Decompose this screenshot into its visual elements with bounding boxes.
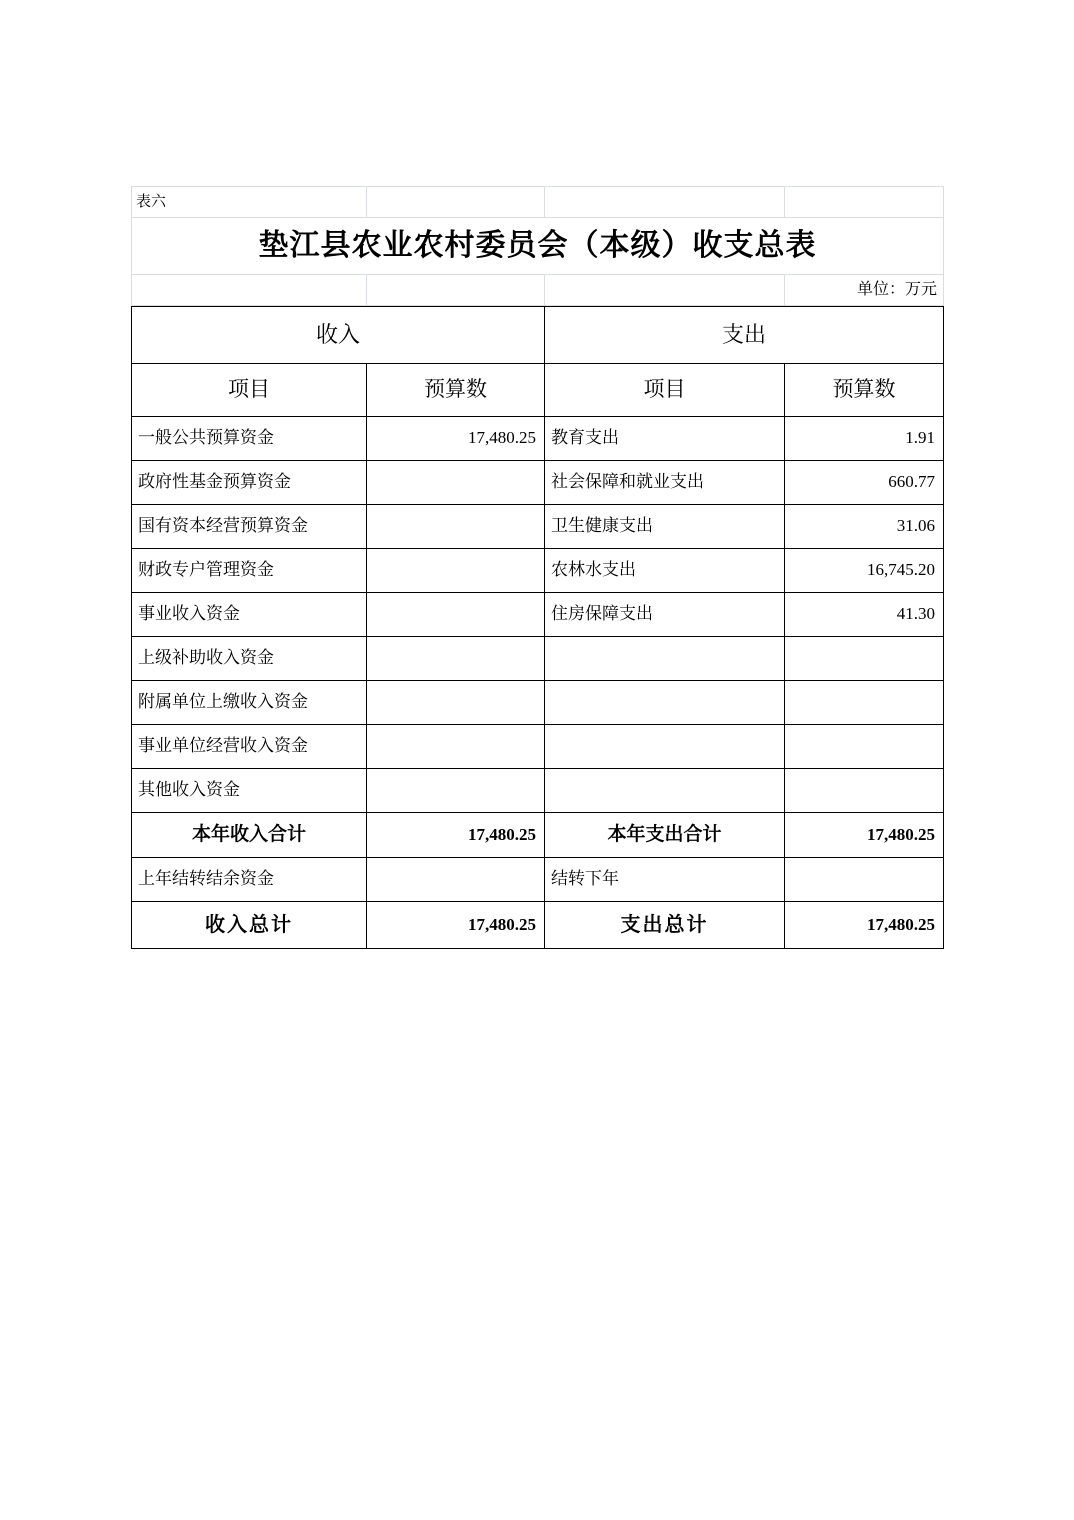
income-item-value: 17,480.25 <box>367 417 545 461</box>
table-row <box>132 681 944 725</box>
grand-total-expenditure-label: 支出总计 <box>545 902 785 949</box>
grand-total-income-label: 收入总计 <box>132 902 367 949</box>
expenditure-item-value: 1.91 <box>785 417 944 461</box>
unit-row-spacer-3 <box>545 275 785 306</box>
grand-total-income-value: 17,480.25 <box>367 902 545 949</box>
carryover-income-label: 上年结转结余资金 <box>132 858 367 902</box>
income-item-label: 国有资本经营预算资金 <box>132 505 367 549</box>
expenditure-item-label <box>545 725 785 769</box>
carryover-expenditure-label: 结转下年 <box>545 858 785 902</box>
expenditure-item-value <box>785 725 944 769</box>
unit-row-spacer-1 <box>132 275 367 306</box>
table-tag: 表六 <box>132 187 367 218</box>
income-item-label: 财政专户管理资金 <box>132 549 367 593</box>
income-item-value <box>367 681 545 725</box>
income-expenditure-table <box>131 306 944 949</box>
tag-row-spacer-3 <box>785 187 944 218</box>
subtotal-income-label: 本年收入合计 <box>132 813 367 858</box>
expenditure-item-label: 卫生健康支出 <box>545 505 785 549</box>
tag-row-spacer-1 <box>367 187 545 218</box>
unit-row <box>132 275 944 306</box>
subtotal-row <box>132 813 944 858</box>
income-item-label: 其他收入资金 <box>132 769 367 813</box>
expenditure-item-label: 社会保障和就业支出 <box>545 461 785 505</box>
income-item-label: 事业收入资金 <box>132 593 367 637</box>
table-row <box>132 549 944 593</box>
income-item-value <box>367 637 545 681</box>
income-item-label: 上级补助收入资金 <box>132 637 367 681</box>
table-row <box>132 461 944 505</box>
budget-sheet <box>131 186 943 949</box>
income-item-value <box>367 725 545 769</box>
carryover-income-value <box>367 858 545 902</box>
table-row <box>132 637 944 681</box>
expenditure-item-label: 农林水支出 <box>545 549 785 593</box>
column-header-income-budget: 预算数 <box>367 364 545 417</box>
carryover-expenditure-value <box>785 858 944 902</box>
expenditure-item-value: 41.30 <box>785 593 944 637</box>
column-header-expenditure-budget: 预算数 <box>785 364 944 417</box>
table-tag-row <box>132 187 944 218</box>
unit-row-spacer-2 <box>367 275 545 306</box>
expenditure-item-value: 31.06 <box>785 505 944 549</box>
income-item-label: 政府性基金预算资金 <box>132 461 367 505</box>
carryover-row <box>132 858 944 902</box>
table-row <box>132 593 944 637</box>
column-header-expenditure-item: 项目 <box>545 364 785 417</box>
expenditure-item-label <box>545 637 785 681</box>
expenditure-item-value <box>785 681 944 725</box>
title-row <box>132 218 944 275</box>
column-header-income-item: 项目 <box>132 364 367 417</box>
income-item-value <box>367 549 545 593</box>
expenditure-item-value: 660.77 <box>785 461 944 505</box>
sheet-header-grid <box>131 186 944 306</box>
expenditure-item-value: 16,745.20 <box>785 549 944 593</box>
table-row <box>132 417 944 461</box>
income-item-value <box>367 505 545 549</box>
subtotal-expenditure-value: 17,480.25 <box>785 813 944 858</box>
expenditure-item-label <box>545 681 785 725</box>
table-row <box>132 769 944 813</box>
group-header-row <box>132 307 944 364</box>
tag-row-spacer-2 <box>545 187 785 218</box>
group-header-expenditure: 支出 <box>545 307 944 364</box>
expenditure-item-label: 教育支出 <box>545 417 785 461</box>
table-row <box>132 505 944 549</box>
group-header-income: 收入 <box>132 307 545 364</box>
income-item-value <box>367 769 545 813</box>
income-item-label: 事业单位经营收入资金 <box>132 725 367 769</box>
grand-total-expenditure-value: 17,480.25 <box>785 902 944 949</box>
income-item-value <box>367 461 545 505</box>
column-header-row <box>132 364 944 417</box>
grand-total-row <box>132 902 944 949</box>
expenditure-item-value <box>785 637 944 681</box>
expenditure-item-value <box>785 769 944 813</box>
unit-note: 单位：万元 <box>785 275 944 306</box>
table-row <box>132 725 944 769</box>
subtotal-income-value: 17,480.25 <box>367 813 545 858</box>
page-title: 垫江县农业农村委员会（本级）收支总表 <box>132 218 944 275</box>
expenditure-item-label <box>545 769 785 813</box>
income-item-label: 一般公共预算资金 <box>132 417 367 461</box>
income-item-value <box>367 593 545 637</box>
expenditure-item-label: 住房保障支出 <box>545 593 785 637</box>
income-item-label: 附属单位上缴收入资金 <box>132 681 367 725</box>
subtotal-expenditure-label: 本年支出合计 <box>545 813 785 858</box>
